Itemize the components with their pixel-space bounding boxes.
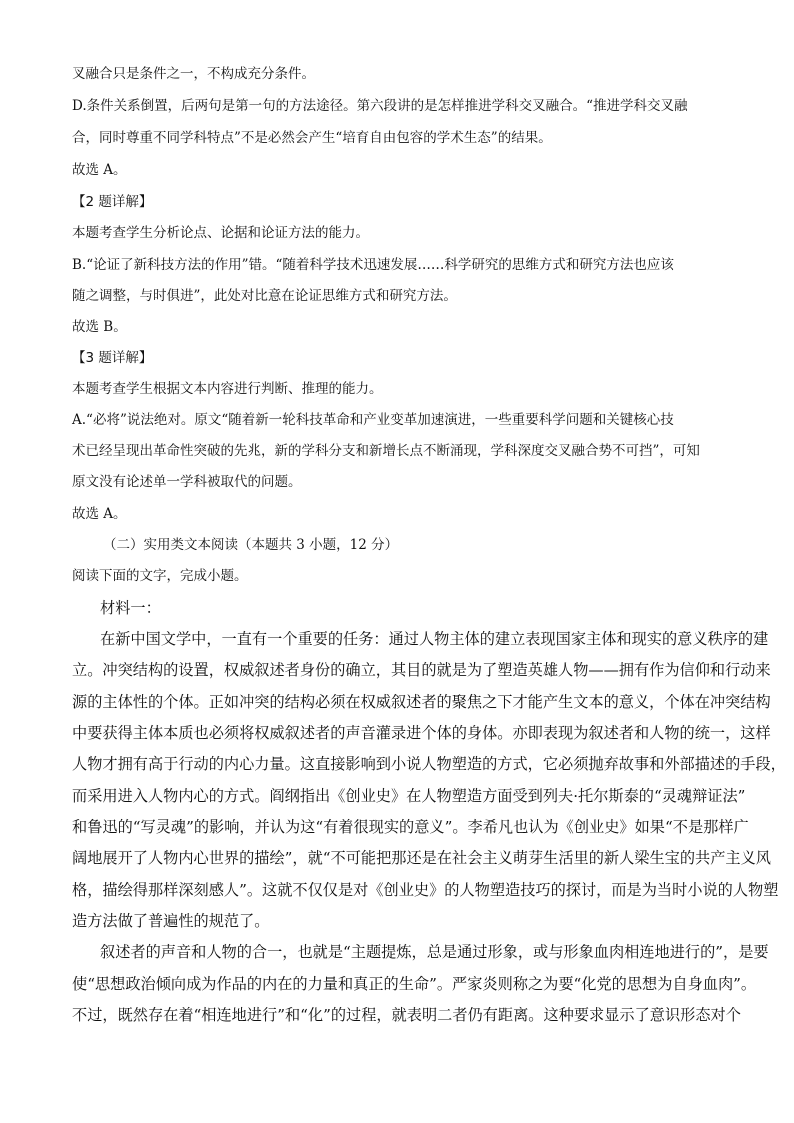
passage-line-9: 格，描绘得那样深刻感人”。这就不仅仅是对《创业史》的人物塑造技巧的探讨，而是为当时小说的人物塑 — [72, 881, 779, 899]
text-line-12: A.“必将”说法绝对。原文“随着新一轮科技革命和产业变革加速演进，一些重要科学问题和关键核心技 — [72, 412, 674, 428]
passage-line-11: 叙述者的声音和人物的合一，也就是“主题提炼，总是通过形象，或与形象血肉相连地进行的”，是要 — [100, 943, 769, 961]
passage-line-12: 使“思想政治倾向成为作品的内在的力量和真正的生命”。严家炎则称之为要“化党的思想为自身血肉”。 — [72, 975, 757, 993]
passage-line-3: 源的主体性的个体。正如冲突的结构必须在权威叙述者的聚焦之下才能产生文本的意义，个体在冲突结构 — [72, 693, 771, 711]
passage-line-5: 人物才拥有高于行动的内心力量。这直接影响到小说人物塑造的方式，它必须抛弃故事和外部描述的手段， — [72, 755, 786, 773]
section-heading-q2: 【2 题详解】 — [72, 194, 153, 210]
instruction-line: 阅读下面的文字，完成小题。 — [72, 568, 248, 584]
material-one-label: 材料一： — [100, 599, 161, 617]
text-line-8: 随之调整，与时俱进”，此处对比意在论证思维方式和研究方法。 — [72, 288, 457, 304]
text-line-1: 叉融合只是条件之一，不构成充分条件。 — [72, 66, 315, 82]
text-line-3: 合，同时尊重不同学科特点”不是必然会产生“培育自由包容的学术生态”的结果。 — [72, 130, 552, 146]
passage-line-8: 阔地展开了人物内心世界的描绘”，就“不可能把那还是在社会主义萌芽生活里的新人梁生宝的共产主义风 — [72, 849, 771, 867]
passage-line-13: 不过，既然存在着“相连地进行”和“化”的过程，就表明二者仍有距离。这种要求显示了意识形态对个 — [72, 1006, 741, 1024]
text-line-7: B.“论证了新科技方法的作用”错。“随着科学技术迅速发展……科学研究的思维方式和研究方法也应该 — [72, 257, 674, 273]
passage-line-4: 中要获得主体本质也必须将权威叙述者的声音灌录进个体的身体。亦即表现为叙述者和人物的统一，这样 — [72, 724, 771, 742]
passage-line-10: 造方法做了普遍性的规范了。 — [72, 912, 270, 930]
passage-line-2: 立。冲突结构的设置，权威叙述者身份的确立，其目的就是为了塑造英雄人物——拥有作为信仰和行动来 — [72, 661, 771, 679]
text-line-2: D.条件关系倒置，后两句是第一句的方法途径。第六段讲的是怎样推进学科交叉融合。“推进学科交叉融 — [72, 98, 688, 114]
text-line-9: 故选 B。 — [72, 319, 127, 335]
text-line-4: 故选 A。 — [72, 162, 127, 178]
text-line-6: 本题考查学生分析论点、论据和论证方法的能力。 — [72, 225, 369, 241]
text-line-14: 原文没有论述单一学科被取代的问题。 — [72, 474, 302, 490]
passage-line-1: 在新中国文学中，一直有一个重要的任务：通过人物主体的建立表现国家主体和现实的意义秩序的建 — [100, 630, 769, 648]
passage-line-6: 而采用进入人物内心的方式。阎纲指出《创业史》在人物塑造方面受到列夫·托尔斯泰的“灵魂辩证法” — [72, 787, 746, 805]
section-heading-q3: 【3 题详解】 — [72, 350, 153, 366]
section-title-practical-reading: （二）实用类文本阅读（本题共 3 小题，12 分） — [103, 537, 399, 553]
text-line-13: 术已经呈现出革命性突破的先兆，新的学科分支和新增长点不断涌现，学科深度交叉融合势不可挡”，可知 — [72, 443, 700, 459]
text-line-11: 本题考查学生根据文本内容进行判断、推理的能力。 — [72, 381, 383, 397]
text-line-15: 故选 A。 — [72, 506, 127, 522]
passage-line-7: 和鲁迅的“写灵魂”的影响，并认为这“有着很现实的意义”。李希凡也认为《创业史》如果“不是那样广 — [72, 818, 749, 836]
